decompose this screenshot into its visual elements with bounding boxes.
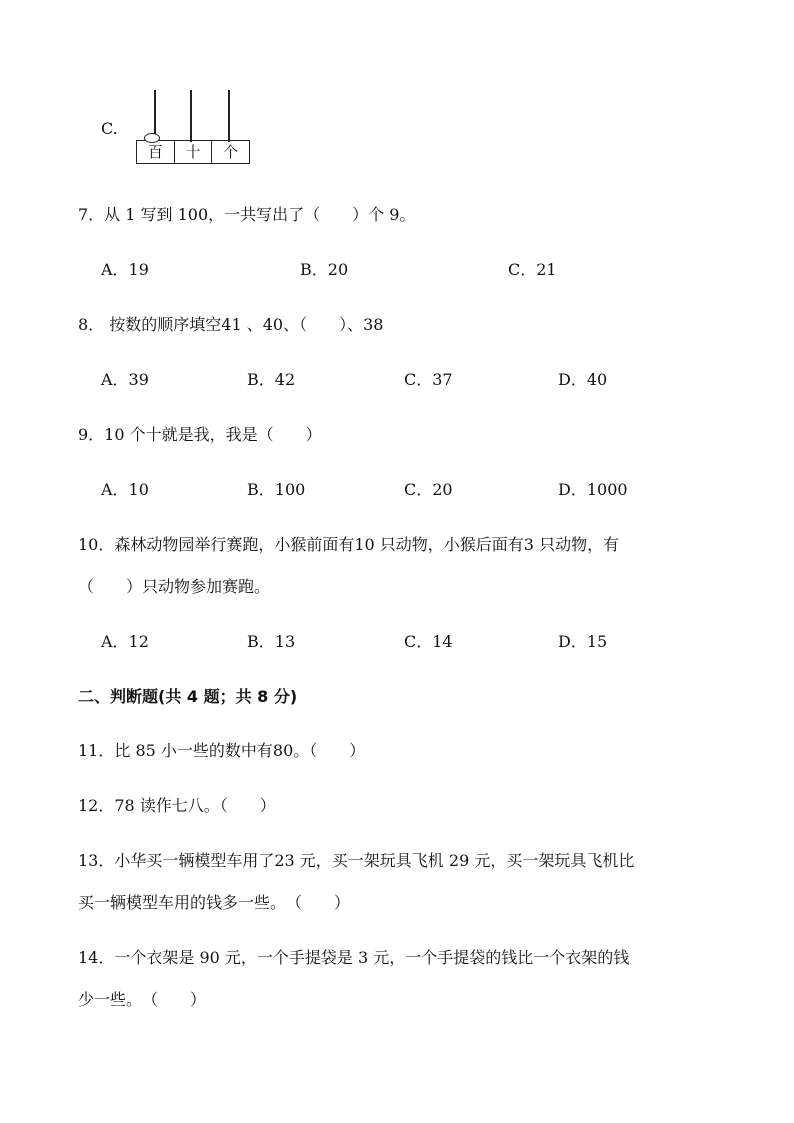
question-10-stem-line2: （ ）只动物参加赛跑。 (78, 577, 271, 596)
q7-option-a[interactable]: A．19 (101, 260, 149, 279)
question-14-stem-line1: 14．一个衣架是 90 元，一个手提袋是 3 元，一个手提袋的钱比一个衣架的钱 (78, 948, 630, 967)
q10-option-a[interactable]: A．12 (101, 632, 149, 651)
q10-option-b[interactable]: B．13 (247, 632, 296, 651)
question-8-stem: 8． 按数的顺序填空41 、40、（ ）、38 (78, 315, 384, 334)
q9-option-d[interactable]: D．1000 (558, 480, 628, 499)
abacus-rod-tens (190, 90, 192, 142)
abacus-rod-ones (228, 90, 230, 142)
q9-option-a[interactable]: A．10 (101, 480, 149, 499)
question-13-stem-line2: 买一辆模型车用的钱多一些。 （ ） (78, 893, 351, 912)
q7-option-b[interactable]: B．20 (300, 260, 349, 279)
abacus-place-tens: 十 (175, 141, 213, 163)
q8-option-c[interactable]: C．37 (404, 370, 453, 389)
q10-option-c[interactable]: C．14 (404, 632, 453, 651)
q8-option-a[interactable]: A．39 (101, 370, 149, 389)
question-11-stem: 11．比 85 小一些的数中有80。（ ） (78, 741, 366, 760)
q6-option-c-label: C. (101, 119, 118, 138)
abacus-bead-hundreds (144, 133, 160, 143)
q7-option-c[interactable]: C．21 (508, 260, 557, 279)
abacus-place-hundreds: 百 (137, 141, 175, 163)
section-2-heading: 二、判断题(共 4 题；共 8 分) (78, 687, 298, 706)
question-14-stem-line2: 少一些。 （ ） (78, 990, 207, 1009)
question-9-stem: 9．10 个十就是我，我是（ ） (78, 425, 322, 444)
question-7-stem: 7．从 1 写到 100，一共写出了（ ）个 9。 (78, 205, 416, 224)
question-13-stem-line1: 13．小华买一辆模型车用了23 元，买一架玩具飞机 29 元，买一架玩具飞机比 (78, 851, 635, 870)
abacus-frame (136, 140, 250, 164)
q8-option-d[interactable]: D．40 (558, 370, 608, 389)
q9-option-c[interactable]: C．20 (404, 480, 453, 499)
q10-option-d[interactable]: D．15 (558, 632, 608, 651)
q9-option-b[interactable]: B．100 (247, 480, 306, 499)
question-10-stem-line1: 10．森林动物园举行赛跑，小猴前面有10 只动物，小猴后面有3 只动物，有 (78, 535, 620, 554)
abacus-place-ones: 个 (223, 143, 239, 161)
abacus-figure (136, 90, 252, 164)
question-12-stem: 12．78 读作七八。（ ） (78, 796, 276, 815)
q8-option-b[interactable]: B．42 (247, 370, 296, 389)
